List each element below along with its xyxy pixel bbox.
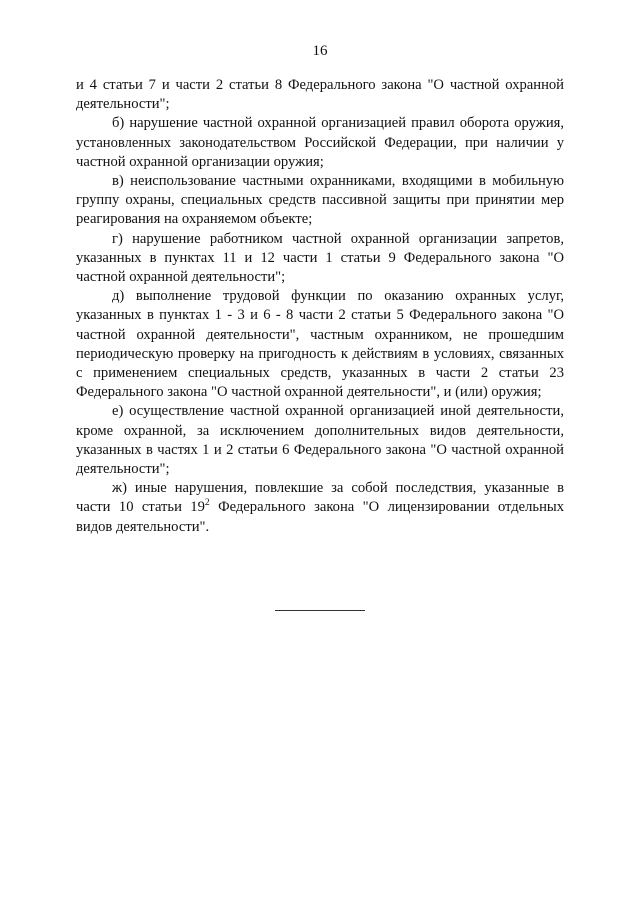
paragraph-item-zh-text-after: Федерального закона "О лицензировании отдельных видов деятельности". [76, 499, 564, 535]
superscript-number: 2 [204, 498, 210, 509]
paragraph-item-d: д) выполнение трудовой функции по оказанию охранных услуг, указанных в пунктах 1 - 3 и 6 - 8 части 2 статьи 5 Федерального закона "О частной охранной деятельности", частным охранником, не прошедшим периодическую проверку на пригодность к действиям в условиях, связанных с применением специальных средств, указанных в части 2 статьи 23 Федерального закона "О частной охранной деятельности", и (или) оружия; [76, 288, 564, 401]
end-separator-line [275, 610, 365, 611]
document-body [76, 76, 564, 537]
paragraph-item-g: г) нарушение работником частной охранной организации запретов, указанных в пунктах 11 и 12 части 1 статьи 9 Федерального закона "О частной охранной деятельности"; [76, 230, 564, 286]
page-number: 16 [312, 43, 328, 59]
paragraph-item-zh [76, 479, 564, 537]
paragraph-item-v: в) неиспользование частными охранниками, входящими в мобильную группу охраны, специальных средств пассивной защиты при принятии мер реагирования на охраняемом объекте; [76, 173, 564, 228]
paragraph-item-b: б) нарушение частной охранной организацией правил оборота оружия, установленных законодательством Российской Федерации, при наличии у частной охранной организации оружия; [76, 115, 564, 170]
paragraph-continuation: и 4 статьи 7 и части 2 статьи 8 Федерального закона "О частной охранной деятельности"; [76, 77, 564, 113]
paragraph-item-zh-text-before: ж) иные нарушения, повлекшие за собой последствия, указанные в части 10 статьи 19 [76, 480, 564, 516]
paragraph-item-e: е) осуществление частной охранной организацией иной деятельности, кроме охранной, за исключением дополнительных видов деятельности, указанных в частях 1 и 2 статьи 6 Федерального закона "О частной охранной деятельности"; [76, 403, 564, 478]
